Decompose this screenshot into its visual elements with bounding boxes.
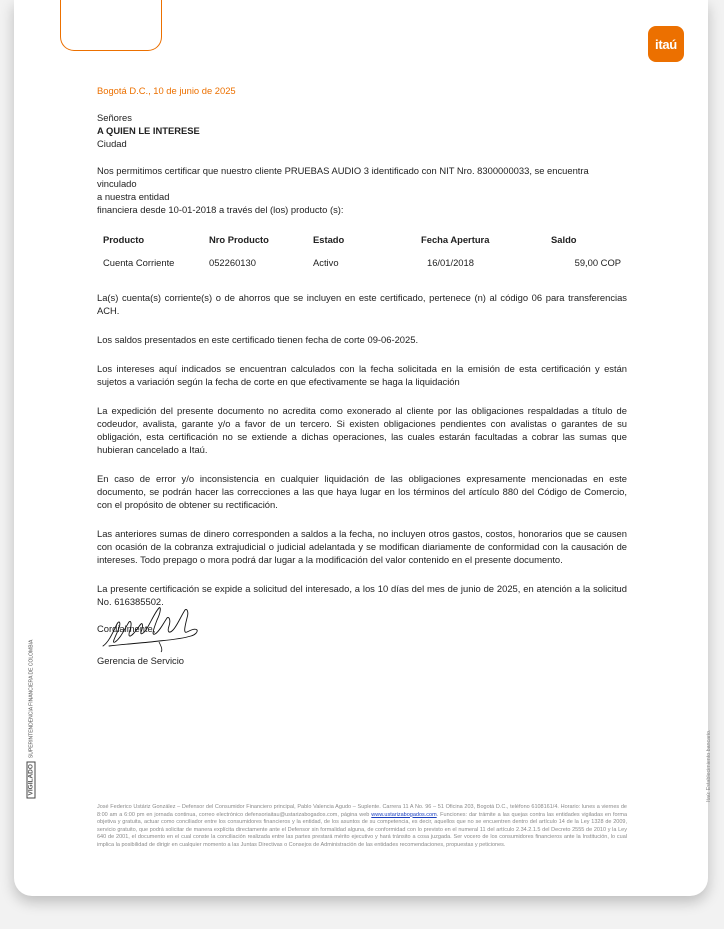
signature-image	[99, 602, 203, 654]
paragraph-solicitud: La presente certificación se expide a solicitud del interesado, a los 10 días del mes de junio de 2025, en atención a la solicitud No. 616385502.	[97, 583, 627, 607]
paragraph-sumas: Las anteriores sumas de dinero corresponden a saldos a la fecha, no incluyen otros gastos, costos, honorarios que se causen con ocasión de la cobranza extrajudicial o judicial adelantada y se modifican diariamente de conformidad con la causación de intereses. Todo prepago o mora podrá dar lugar a la modificación del valor contenido en el presente documento.	[97, 528, 627, 565]
intro-line-3: financiera desde 10-01-2018 a través del (los) producto (s):	[97, 204, 344, 215]
header-estado: Estado	[313, 234, 345, 245]
header-saldo: Saldo	[551, 234, 577, 245]
paragraph-expedicion: La expedición del presente documento no acredita como exonerado al cliente por las obligaciones respaldadas a título de codeudor, avalista, garante y/o a favor de un tercero. Si existen obligaciones pendientes con avalistas o garantes de su obligación, esta certificación no se extiende a dichas operaciones, las cuales estarán facultadas a cobrar las sumas que hubieran cancelado a Itaú.	[97, 405, 627, 455]
salutation: Señores	[97, 112, 132, 123]
footer-website-link[interactable]: www.ustarizabogados.com	[371, 811, 437, 818]
header-fecha-apertura: Fecha Apertura	[421, 234, 490, 245]
products-table	[103, 233, 621, 269]
footer-text-start: José Federico Ustáriz González – Defensor del Consumidor Financiero principal, Pablo Valencia Agudo – Suplente. Carrera 11 A No. 96 – 51 Oficina 203, Bogotá D.C., teléfono 6108161/4. Horario: lunes a viernes de 8:00 am a 6:00 pm en jornada continua, correo electrónico defensoriaitau@ustarizabogados.com, página web	[97, 804, 627, 818]
itau-logo	[648, 26, 684, 62]
paragraph-ach: La(s) cuenta(s) corriente(s) o de ahorros que se incluyen en este certificado, pertenece (n) al código 06 para transferencias ACH.	[97, 292, 627, 316]
footer-text-end: . Funciones: dar trámite a las quejas contra las entidades vigiladas en forma objetiva y gratuita, actuar como conciliador entre los consumidores financieros y la entidad, de los asuntos de su competencia, es decir, aquellos que no se encuentren dentro del artículo 14 de la Ley 1328 de 2009, servicio gratuito, que podrá solicitar de manera explícita directamente ante el Defensor sin formalidad alguna, de conformidad con lo previsto en el numeral 11 del artículo 2.34.2.1.5 del Decreto 2555 de 2010 y la Ley 640 de 2001, el documento en el cual conste la conciliación realizada entre las partes prestará mérito ejecutivo y hará tránsito a cosa juzgada. Ser vocero de los consumidores financieros ante la Institución, lo cual implica la posibilidad de dirigir en cualquier momento a las Juntas Directivas o Consejos de Administración de las entidades recomendaciones, propuestas y peticiones.	[97, 811, 628, 848]
recipient-block	[97, 111, 627, 150]
vigilado-subtitle: SUPERINTENDENCIA FINANCIERA DE COLOMBIA	[28, 639, 35, 759]
establishment-note: Itaú: Establecimiento bancario.	[706, 729, 712, 802]
recipient: A QUIEN LE INTERESE	[97, 125, 200, 136]
intro-line-2: a nuestra entidad	[97, 191, 170, 202]
certificate-page	[14, 0, 712, 896]
cell-nro-producto: 052260130	[209, 257, 256, 268]
logo-text: itaú	[655, 36, 677, 52]
letter-date: Bogotá D.C., 10 de junio de 2025	[97, 85, 236, 96]
paragraph-fecha-corte: Los saldos presentados en este certificado tienen fecha de corte 09-06-2025.	[97, 334, 419, 345]
vigilado-label: VIGILADO	[27, 761, 36, 798]
intro-line-1: Nos permitimos certificar que nuestro cliente PRUEBAS AUDIO 3 identificado con NIT Nro. 8300000033, se encuentra vinculado	[97, 165, 589, 189]
footer-legal-text	[97, 804, 627, 850]
signer-name: Gerencia de Servicio	[97, 655, 185, 666]
letter-body	[97, 84, 627, 635]
table-row	[103, 256, 621, 269]
paragraph-intereses: Los intereses aquí indicados se encuentran calculados con la fecha solicitada en la emisión de esta certificación y están sujetos a variación según la fecha de corte en que efectivamente se haga la liquidación	[97, 363, 627, 387]
cell-fecha-apertura: 16/01/2018	[427, 257, 474, 268]
header-nro-producto: Nro Producto	[209, 234, 269, 245]
table-header-row	[103, 233, 621, 256]
city: Ciudad	[97, 138, 127, 149]
intro-paragraph	[97, 164, 627, 216]
corner-tab-decoration	[60, 0, 162, 51]
header-producto: Producto	[103, 234, 145, 245]
paragraph-error: En caso de error y/o inconsistencia en cualquier liquidación de las obligaciones expresamente mencionadas en este documento, se podrán hacer las correcciones a las que haya lugar en los términos del artículo 880 del Código de Comercio, con el propósito de obtener su rectificación.	[97, 473, 627, 510]
cell-producto: Cuenta Corriente	[103, 257, 175, 268]
cell-saldo: 59,00 COP	[574, 257, 621, 268]
vigilado-mark	[27, 639, 35, 799]
cell-estado: Activo	[313, 257, 339, 268]
closing: Cordialmente,	[97, 623, 156, 634]
